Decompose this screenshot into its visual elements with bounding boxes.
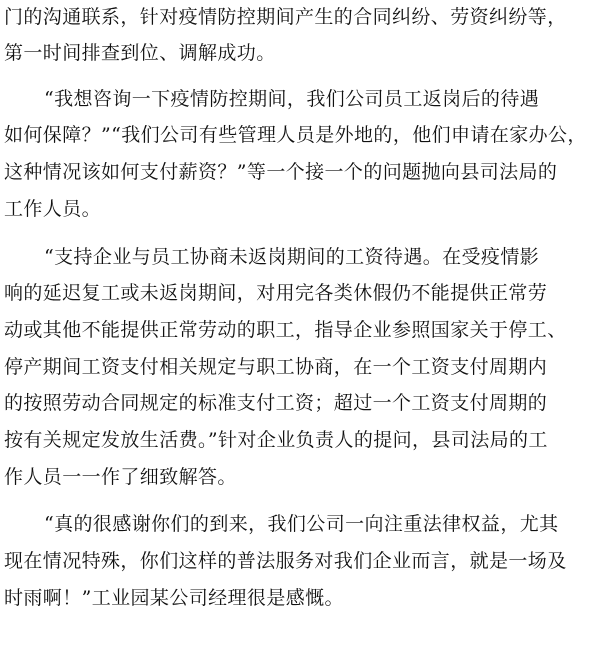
text-line: 这种情况该如何支付薪资？”等一个接一个的问题抛向县司法局的 [4,161,558,183]
text-line: 工作人员。 [4,198,102,220]
text-line: 按有关规定发放生活费。”针对企业负责人的提问，县司法局的工 [4,429,548,451]
text-line: 停产期间工资支付相关规定与职工协商，在一个工资支付周期内 [4,356,548,378]
text-line: 的按照劳动合同规定的标准支付工资；超过一个工资支付周期的 [4,392,548,414]
paragraph-start-line: “真的很感谢你们的到来，我们公司一向注重法律权益，尤其 [44,513,559,535]
paragraph-start-line: “我想咨询一下疫情防控期间，我们公司员工返岗后的待遇 [44,88,540,110]
text-line: 作人员一一作了细致解答。 [4,466,237,488]
text-line: 如何保障？”“我们公司有些管理人员是外地的，他们申请在家办公， [4,124,587,146]
text-line: 动或其他不能提供正常劳动的职工，指导企业参照国家关于停工、 [4,319,567,341]
text-line: 门的沟通联系，针对疫情防控期间产生的合同纠纷、劳资纠纷等， [4,6,567,28]
text-line: 响的延迟复工或未返岗期间，对用完各类休假仍不能提供正常劳 [4,282,548,304]
paragraph-start-line: “支持企业与员工协商未返岗期间的工资待遇。在受疫情影 [44,246,540,268]
text-line: 第一时间排查到位、调解成功。 [4,42,276,64]
text-line: 现在情况特殊，你们这样的普法服务对我们企业而言，就是一场及 [4,550,567,572]
text-line: 时雨啊！”工业园某公司经理很是感慨。 [4,587,344,609]
